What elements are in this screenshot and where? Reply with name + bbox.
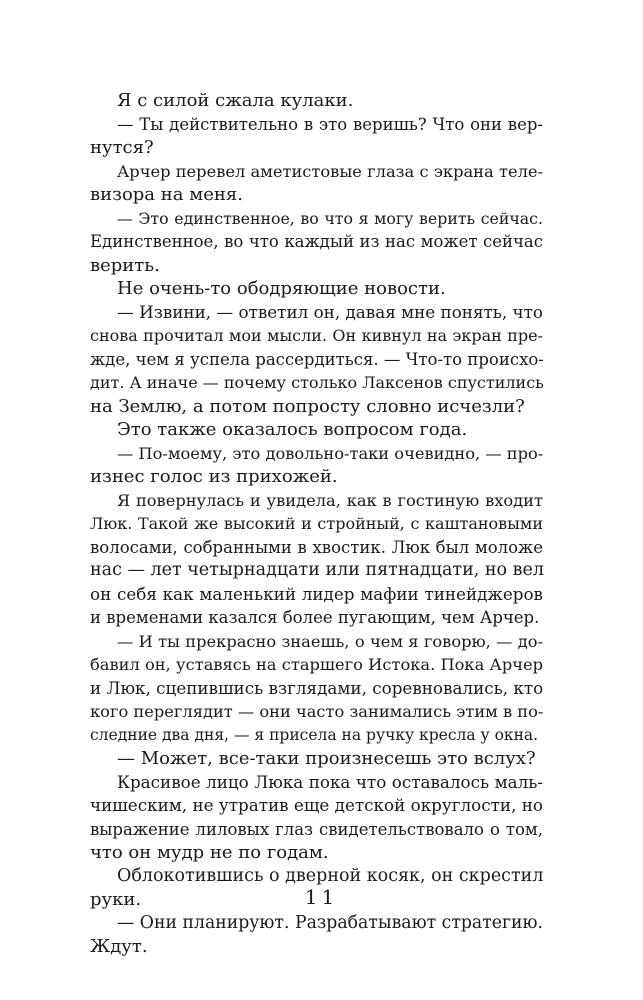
text-line: Единственное, во что каждый из нас может сейчас [90,232,543,251]
text-line: бавил он, уставясь на старшего Истока. Пока Арчер [90,655,543,674]
paragraph [90,747,543,771]
text-line: Я с силой сжала кулаки. [117,90,354,111]
text-line: — Извини, — ответил он, давая мне понять, что [117,301,543,322]
text-line: Облокотившись о дверной косяк, он скрестил [117,865,544,886]
text-line: Не очень-то ободряющие новости. [117,278,446,299]
text-line: Арчер перевел аметистовые глаза с экрана теле- [117,161,543,181]
text-line: Люк. Такой же высокий и стройный, с каштановыми [90,514,543,533]
paragraph [90,301,543,419]
text-line: — По-моему, это довольно-таки очевидно, — про- [117,443,544,463]
paragraph [90,160,543,207]
text-line: выражение лиловых глаз свидетельствовало о том, [90,819,543,839]
text-line: нас — лет четырнадцати или пятнадцати, но вел [90,560,544,580]
text-line: руки. [90,889,142,910]
text-line: изнес голос из прихожей. [90,466,338,487]
text-line: что он мудр не по годам. [90,842,329,863]
text-line: и Люк, сцепившись взглядами, соревновались, кто [90,677,544,698]
paragraph [90,207,543,278]
text-line: Ждут. [90,936,148,957]
text-line: — Это единственное, во что я могу верить сейчас. [117,208,543,228]
text-line: снова прочитал мои мысли. Он кивнул на экран пре- [90,326,543,345]
body-text [90,89,543,959]
paragraph [90,630,543,748]
text-line: волосами, собранными в хвостик. Люк был моложе [90,537,543,557]
text-line: кого переглядит — они часто занимались этим в по- [90,702,544,721]
text-line: Красивое лицо Люка пока что оставалось маль- [117,771,543,792]
text-line: он себя как маленький лидер мафии тинейджеров [90,583,543,604]
text-line: жде, чем я успела рассердиться. — Что-то происхо- [90,349,544,369]
paragraph [90,113,543,160]
page-number: 11 [304,885,339,909]
paragraph [90,442,543,489]
text-line: на Землю, а потом попросту словно исчезли? [90,395,525,417]
text-line: Я повернулась и увидела, как в гостиную входит [117,490,543,510]
paragraph [90,489,543,630]
text-line: — Может, все-таки произнесешь это вслух? [117,748,536,769]
text-line: дит. А иначе — почему столько Лаксенов спустились [90,373,544,392]
text-line: — Ты действительно в это веришь? Что они вер- [117,114,543,134]
paragraph [90,418,543,442]
text-line: чишеским, не утратив еще детской округлости, но [90,795,543,815]
paragraph [90,89,543,113]
text-line: Это также оказалось вопросом года. [117,419,468,440]
text-line: нутся? [90,137,154,158]
paragraph [90,771,543,865]
text-line: — Они планируют. Разрабатывают стратегию. [117,912,543,933]
text-line: — И ты прекрасно знаешь, о чем я говорю, — до- [117,631,543,651]
paragraph [90,912,543,959]
paragraph [90,277,543,301]
text-line: визора на меня. [90,184,243,205]
text-line: и временами казался более пугающим, чем Арчер. [90,608,540,627]
text-line: следние два дня, — я присела на ручку кресла у окна. [90,725,539,744]
text-line: верить. [90,254,160,276]
